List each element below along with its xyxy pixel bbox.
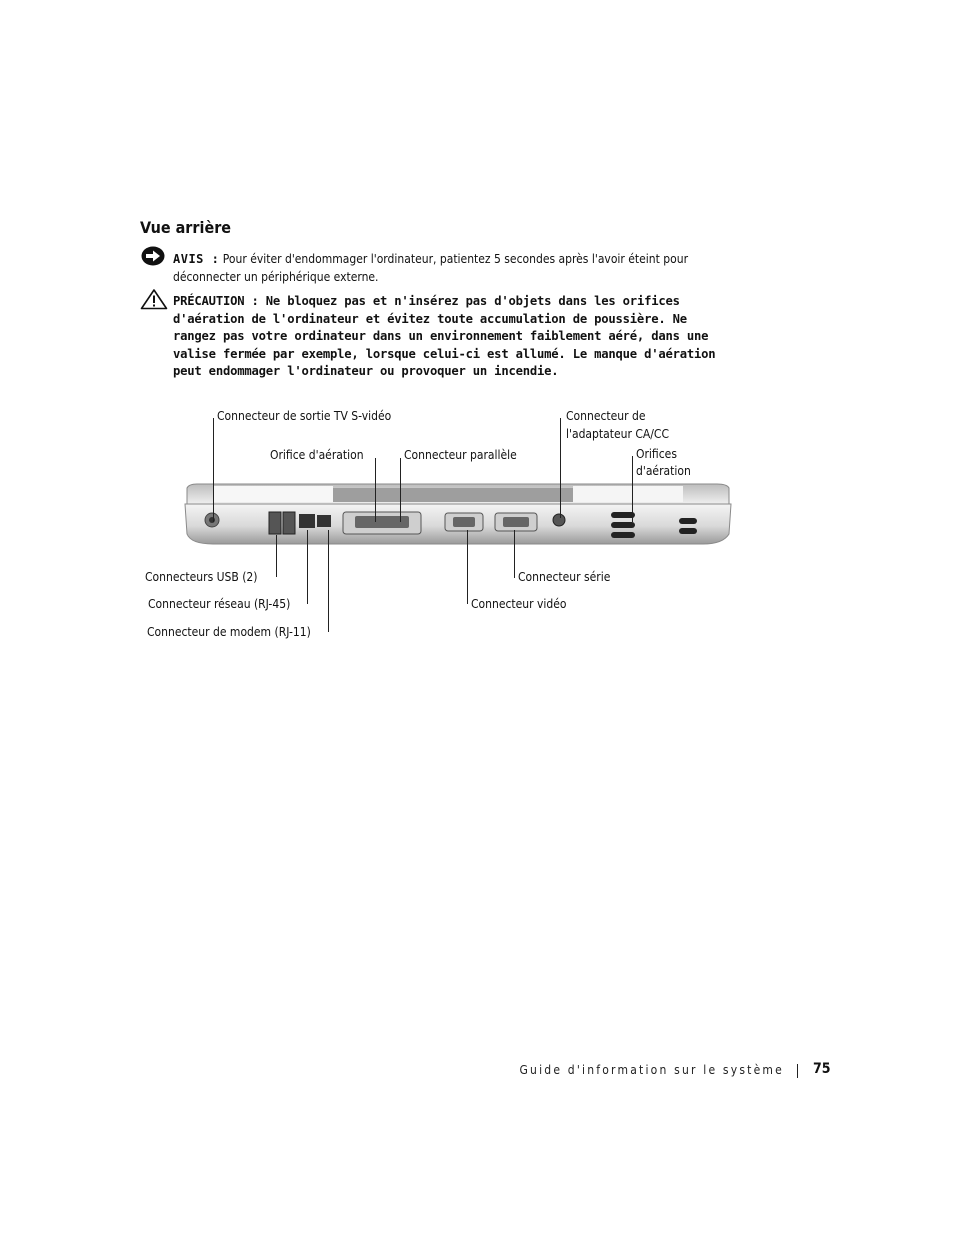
caution-keyword: PRÉCAUTION : xyxy=(173,294,259,308)
leader-line-usb xyxy=(276,535,277,577)
callout-ac-adapter-line2: l'adaptateur CA/CC xyxy=(566,427,669,441)
caution-text: Ne bloquez pas et n'insérez pas d'objets dans les orifices d'aération de l'ordinateur et évitez toute accumulation de poussière. Ne rangez pas votre ordinateur dans un environnement faiblement aéré, dans une valise fermée par exemple, lorsque celui-ci est allumé. Le manque d'aération peut endommager l'ordinateur ou provoquer un incendie. xyxy=(173,294,716,378)
callout-serial: Connecteur série xyxy=(518,570,611,584)
callout-usb: Connecteurs USB (2) xyxy=(145,570,258,584)
caution-icon-wrap xyxy=(140,288,168,314)
callout-ac-adapter-line1: Connecteur de xyxy=(566,409,646,423)
notice-block xyxy=(173,250,733,286)
callout-vent-left: Orifice d'aération xyxy=(270,448,364,462)
footer-separator xyxy=(797,1064,798,1078)
notice-text: Pour éviter d'endommager l'ordinateur, patientez 5 secondes après l'avoir éteint pour déconnecter un périphérique externe. xyxy=(173,252,689,284)
section-title: Vue arrière xyxy=(140,218,232,237)
notice-arrow-icon xyxy=(141,246,165,266)
leader-line-video xyxy=(467,530,468,604)
callout-modem: Connecteur de modem (RJ-11) xyxy=(147,625,311,639)
leader-line-network xyxy=(307,530,308,604)
footer-guide-title: Guide d'information sur le système xyxy=(519,1063,784,1077)
leader-line-vent-left xyxy=(375,458,376,522)
callout-vents-right-line1: Orifices xyxy=(636,447,677,461)
leader-line-tv-out xyxy=(213,418,214,522)
notice-icon-wrap xyxy=(141,246,165,270)
callout-tv-out: Connecteur de sortie TV S-vidéo xyxy=(217,409,392,423)
page-number: 75 xyxy=(813,1061,831,1077)
leader-line-parallel xyxy=(400,458,401,522)
callout-parallel: Connecteur parallèle xyxy=(404,448,517,462)
callout-video: Connecteur vidéo xyxy=(471,597,567,611)
leader-line-vents-right xyxy=(632,456,633,522)
caution-block xyxy=(173,293,733,381)
callout-vents-right-line2: d'aération xyxy=(636,464,691,478)
leader-line-serial xyxy=(514,530,515,578)
laptop-back-view-illustration xyxy=(183,482,733,548)
notice-keyword: AVIS : xyxy=(173,252,220,266)
leader-line-modem xyxy=(328,530,329,632)
warning-triangle-icon xyxy=(140,288,168,310)
leader-line-ac-adapter xyxy=(560,418,561,518)
callout-network: Connecteur réseau (RJ-45) xyxy=(148,597,291,611)
